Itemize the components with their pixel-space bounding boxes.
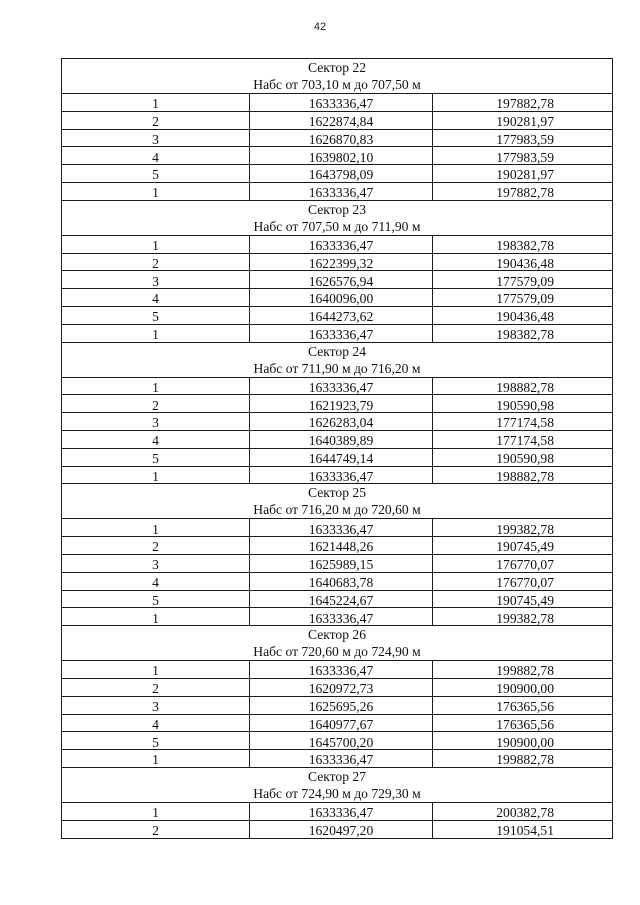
- table-row: [62, 413, 613, 431]
- point-number-cell: 3: [62, 696, 250, 714]
- x-coordinate-cell: 1639802,10: [250, 147, 433, 165]
- y-coordinate-cell: 199882,78: [433, 750, 613, 768]
- y-coordinate-cell: 176770,07: [433, 554, 613, 572]
- x-coordinate-cell: 1620972,73: [250, 678, 433, 696]
- y-coordinate-cell: 190590,98: [433, 448, 613, 466]
- sector-header-cell: [62, 767, 613, 802]
- table-row: [62, 537, 613, 555]
- y-coordinate-cell: 190745,49: [433, 590, 613, 608]
- coordinates-table-body: [62, 59, 613, 839]
- y-coordinate-cell: 199382,78: [433, 519, 613, 537]
- point-number-cell: 1: [62, 182, 250, 200]
- y-coordinate-cell: 177579,09: [433, 271, 613, 289]
- sector-header-row: [62, 626, 613, 661]
- x-coordinate-cell: 1625695,26: [250, 696, 433, 714]
- sector-header-cell: [62, 59, 613, 94]
- table-row: [62, 235, 613, 253]
- table-row: [62, 430, 613, 448]
- point-number-cell: 1: [62, 324, 250, 342]
- y-coordinate-cell: 176365,56: [433, 696, 613, 714]
- y-coordinate-cell: 177983,59: [433, 129, 613, 147]
- sector-title: Сектор 23: [307, 201, 367, 217]
- point-number-cell: 4: [62, 714, 250, 732]
- y-coordinate-cell: 177174,58: [433, 413, 613, 431]
- sector-header-cell: [62, 200, 613, 235]
- x-coordinate-cell: 1633336,47: [250, 324, 433, 342]
- point-number-cell: 2: [62, 111, 250, 129]
- y-coordinate-cell: 190745,49: [433, 537, 613, 555]
- point-number-cell: 1: [62, 519, 250, 537]
- sector-header-row: [62, 484, 613, 519]
- table-row: [62, 466, 613, 484]
- table-row: [62, 750, 613, 768]
- y-coordinate-cell: 191054,51: [433, 820, 613, 838]
- x-coordinate-cell: 1640683,78: [250, 572, 433, 590]
- sector-height-range: Набс от 716,20 м до 720,60 м: [253, 502, 421, 518]
- y-coordinate-cell: 197882,78: [433, 182, 613, 200]
- point-number-cell: 2: [62, 537, 250, 555]
- table-row: [62, 661, 613, 679]
- point-number-cell: 3: [62, 129, 250, 147]
- x-coordinate-cell: 1626870,83: [250, 129, 433, 147]
- table-row: [62, 395, 613, 413]
- table-row: [62, 111, 613, 129]
- sector-title: Сектор 22: [307, 60, 367, 75]
- point-number-cell: 4: [62, 572, 250, 590]
- sector-height-range: Набс от 707,50 м до 711,90 м: [253, 218, 421, 234]
- point-number-cell: 1: [62, 235, 250, 253]
- table-row: [62, 182, 613, 200]
- point-number-cell: 3: [62, 554, 250, 572]
- table-row: [62, 590, 613, 608]
- y-coordinate-cell: 190590,98: [433, 395, 613, 413]
- sector-header-row: [62, 200, 613, 235]
- table-row: [62, 147, 613, 165]
- point-number-cell: 4: [62, 147, 250, 165]
- table-row: [62, 271, 613, 289]
- sector-header-cell: [62, 484, 613, 519]
- y-coordinate-cell: 190281,97: [433, 111, 613, 129]
- x-coordinate-cell: 1643798,09: [250, 165, 433, 183]
- sector-height-range: Набс от 703,10 м до 707,50 м: [253, 77, 421, 92]
- y-coordinate-cell: 197882,78: [433, 94, 613, 112]
- x-coordinate-cell: 1626576,94: [250, 271, 433, 289]
- table-row: [62, 554, 613, 572]
- table-row: [62, 714, 613, 732]
- point-number-cell: 1: [62, 661, 250, 679]
- x-coordinate-cell: 1640389,89: [250, 430, 433, 448]
- sector-height-range: Набс от 720,60 м до 724,90 м: [253, 644, 421, 660]
- point-number-cell: 1: [62, 608, 250, 626]
- y-coordinate-cell: 190281,97: [433, 165, 613, 183]
- point-number-cell: 5: [62, 732, 250, 750]
- sector-title: Сектор 25: [307, 485, 367, 501]
- x-coordinate-cell: 1633336,47: [250, 94, 433, 112]
- x-coordinate-cell: 1633336,47: [250, 750, 433, 768]
- x-coordinate-cell: 1633336,47: [250, 519, 433, 537]
- sector-title: Сектор 24: [307, 343, 367, 359]
- x-coordinate-cell: 1645224,67: [250, 590, 433, 608]
- page-number: 42: [313, 21, 327, 33]
- y-coordinate-cell: 198382,78: [433, 324, 613, 342]
- y-coordinate-cell: 199882,78: [433, 661, 613, 679]
- y-coordinate-cell: 190436,48: [433, 253, 613, 271]
- sector-title: Сектор 27: [307, 768, 367, 784]
- point-number-cell: 5: [62, 306, 250, 324]
- point-number-cell: 5: [62, 448, 250, 466]
- sector-title: Сектор 26: [307, 627, 367, 643]
- point-number-cell: 1: [62, 750, 250, 768]
- table-row: [62, 696, 613, 714]
- point-number-cell: 3: [62, 413, 250, 431]
- table-row: [62, 129, 613, 147]
- table-row: [62, 732, 613, 750]
- table-row: [62, 802, 613, 820]
- y-coordinate-cell: 177174,58: [433, 430, 613, 448]
- x-coordinate-cell: 1621923,79: [250, 395, 433, 413]
- table-row: [62, 608, 613, 626]
- table-row: [62, 289, 613, 307]
- y-coordinate-cell: 177579,09: [433, 289, 613, 307]
- x-coordinate-cell: 1621448,26: [250, 537, 433, 555]
- table-row: [62, 324, 613, 342]
- table-row: [62, 253, 613, 271]
- table-row: [62, 377, 613, 395]
- x-coordinate-cell: 1620497,20: [250, 820, 433, 838]
- y-coordinate-cell: 190900,00: [433, 732, 613, 750]
- y-coordinate-cell: 198882,78: [433, 466, 613, 484]
- x-coordinate-cell: 1644749,14: [250, 448, 433, 466]
- x-coordinate-cell: 1640977,67: [250, 714, 433, 732]
- coordinates-table: [61, 58, 613, 839]
- table-row: [62, 519, 613, 537]
- point-number-cell: 1: [62, 466, 250, 484]
- x-coordinate-cell: 1626283,04: [250, 413, 433, 431]
- y-coordinate-cell: 200382,78: [433, 802, 613, 820]
- x-coordinate-cell: 1633336,47: [250, 466, 433, 484]
- x-coordinate-cell: 1633336,47: [250, 235, 433, 253]
- point-number-cell: 5: [62, 590, 250, 608]
- x-coordinate-cell: 1640096,00: [250, 289, 433, 307]
- sector-height-range: Набс от 711,90 м до 716,20 м: [253, 360, 421, 376]
- point-number-cell: 1: [62, 94, 250, 112]
- sector-header-row: [62, 342, 613, 377]
- x-coordinate-cell: 1622874,84: [250, 111, 433, 129]
- y-coordinate-cell: 190900,00: [433, 678, 613, 696]
- sector-height-range: Набс от 724,90 м до 729,30 м: [253, 785, 421, 801]
- point-number-cell: 2: [62, 678, 250, 696]
- sector-header-row: [62, 767, 613, 802]
- point-number-cell: 2: [62, 820, 250, 838]
- x-coordinate-cell: 1633336,47: [250, 661, 433, 679]
- sector-header-row: [62, 59, 613, 94]
- point-number-cell: 1: [62, 377, 250, 395]
- y-coordinate-cell: 176365,56: [433, 714, 613, 732]
- x-coordinate-cell: 1633336,47: [250, 802, 433, 820]
- point-number-cell: 2: [62, 395, 250, 413]
- y-coordinate-cell: 176770,07: [433, 572, 613, 590]
- y-coordinate-cell: 198382,78: [433, 235, 613, 253]
- table-row: [62, 94, 613, 112]
- y-coordinate-cell: 190436,48: [433, 306, 613, 324]
- table-row: [62, 820, 613, 838]
- y-coordinate-cell: 177983,59: [433, 147, 613, 165]
- point-number-cell: 4: [62, 289, 250, 307]
- x-coordinate-cell: 1633336,47: [250, 182, 433, 200]
- table-row: [62, 678, 613, 696]
- y-coordinate-cell: 198882,78: [433, 377, 613, 395]
- y-coordinate-cell: 199382,78: [433, 608, 613, 626]
- x-coordinate-cell: 1644273,62: [250, 306, 433, 324]
- point-number-cell: 1: [62, 802, 250, 820]
- x-coordinate-cell: 1645700,20: [250, 732, 433, 750]
- table-row: [62, 165, 613, 183]
- point-number-cell: 4: [62, 430, 250, 448]
- x-coordinate-cell: 1625989,15: [250, 554, 433, 572]
- x-coordinate-cell: 1633336,47: [250, 608, 433, 626]
- point-number-cell: 3: [62, 271, 250, 289]
- point-number-cell: 5: [62, 165, 250, 183]
- table-row: [62, 448, 613, 466]
- sector-header-cell: [62, 626, 613, 661]
- table-row: [62, 306, 613, 324]
- sector-header-cell: [62, 342, 613, 377]
- x-coordinate-cell: 1633336,47: [250, 377, 433, 395]
- point-number-cell: 2: [62, 253, 250, 271]
- x-coordinate-cell: 1622399,32: [250, 253, 433, 271]
- table-row: [62, 572, 613, 590]
